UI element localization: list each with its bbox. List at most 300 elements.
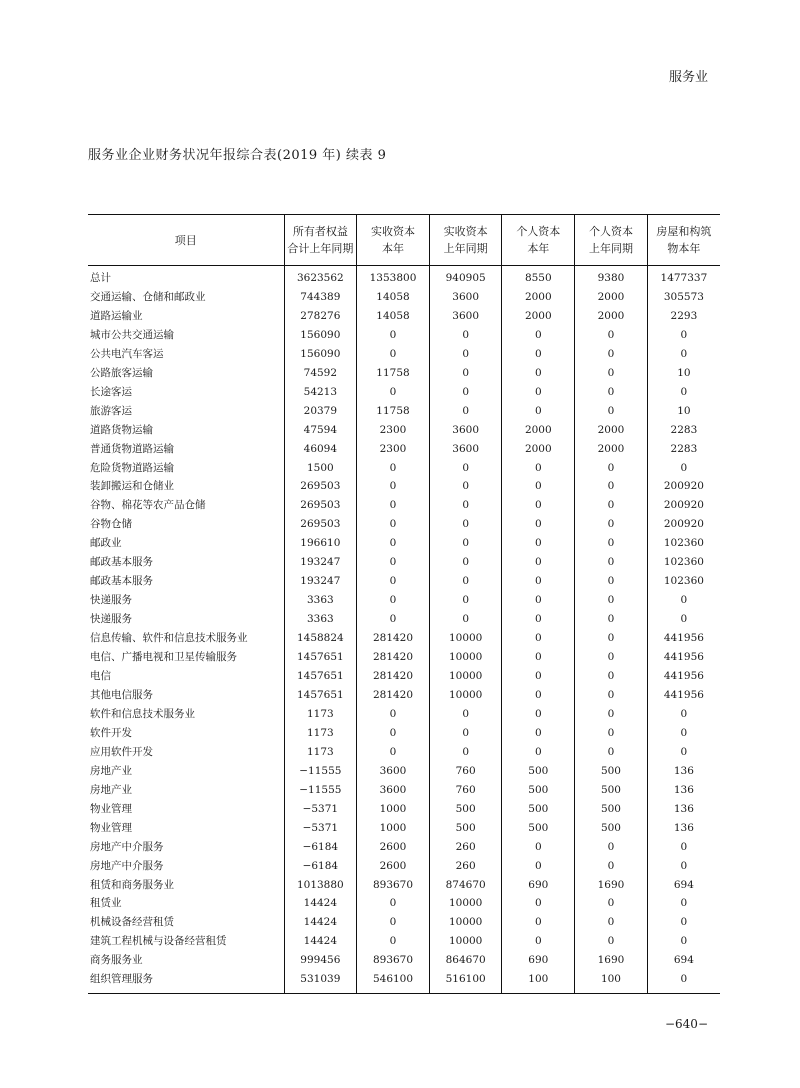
table-cell: 0 bbox=[647, 743, 720, 762]
table-cell: 0 bbox=[429, 515, 502, 534]
table-cell: −11555 bbox=[284, 762, 357, 781]
table-row bbox=[88, 364, 720, 383]
table-cell: 156090 bbox=[284, 326, 357, 345]
table-row bbox=[88, 477, 720, 496]
table-row bbox=[88, 572, 720, 591]
table-cell: 500 bbox=[429, 800, 502, 819]
table-cell: 0 bbox=[502, 686, 575, 705]
column-header-paidin-current: 实收资本 本年 bbox=[357, 215, 430, 266]
table-cell: 1477337 bbox=[647, 266, 720, 288]
table-cell: 0 bbox=[575, 364, 648, 383]
row-label: 软件和信息技术服务业 bbox=[90, 707, 195, 720]
row-label: 快递服务 bbox=[90, 594, 132, 607]
table-cell: 196610 bbox=[284, 534, 357, 553]
table-row bbox=[88, 686, 720, 705]
table-cell: 0 bbox=[429, 383, 502, 402]
table-cell: 1000 bbox=[357, 800, 430, 819]
table-cell: 0 bbox=[357, 515, 430, 534]
table-cell: 0 bbox=[502, 515, 575, 534]
table-cell: 0 bbox=[575, 932, 648, 951]
table-cell: 0 bbox=[502, 383, 575, 402]
table-cell: 0 bbox=[575, 857, 648, 876]
table-cell: 10000 bbox=[429, 913, 502, 932]
table-cell: 0 bbox=[357, 572, 430, 591]
table-cell: 0 bbox=[357, 383, 430, 402]
table-cell: 690 bbox=[502, 876, 575, 895]
table-row bbox=[88, 819, 720, 838]
row-label: 物业管理 bbox=[90, 802, 132, 815]
column-header-equity-prior: 所有者权益 合计上年同期 bbox=[284, 215, 357, 266]
table-cell: 260 bbox=[429, 838, 502, 857]
row-label: 总计 bbox=[90, 272, 111, 284]
column-header-item: 项目 bbox=[88, 215, 284, 266]
table-cell: 2000 bbox=[575, 440, 648, 459]
table-row bbox=[88, 326, 720, 345]
table-cell: 441956 bbox=[647, 648, 720, 667]
table-cell: 0 bbox=[429, 705, 502, 724]
row-label: 租赁业 bbox=[90, 897, 122, 910]
table-cell: 0 bbox=[357, 477, 430, 496]
table-cell: 0 bbox=[575, 534, 648, 553]
table-cell: 874670 bbox=[429, 876, 502, 895]
table-cell: 3600 bbox=[429, 440, 502, 459]
row-label: 应用软件开发 bbox=[90, 745, 153, 758]
table-header-row bbox=[88, 215, 720, 266]
table-cell: −5371 bbox=[284, 800, 357, 819]
table-row bbox=[88, 421, 720, 440]
table-cell: 156090 bbox=[284, 345, 357, 364]
table-cell: 0 bbox=[502, 496, 575, 515]
table-cell: 260 bbox=[429, 857, 502, 876]
table-cell: 10000 bbox=[429, 686, 502, 705]
table-cell: 200920 bbox=[647, 496, 720, 515]
table-cell: 441956 bbox=[647, 629, 720, 648]
table-row bbox=[88, 838, 720, 857]
table-row bbox=[88, 629, 720, 648]
table-cell: 3600 bbox=[357, 781, 430, 800]
table-cell: 8550 bbox=[502, 266, 575, 288]
table-cell: 2300 bbox=[357, 440, 430, 459]
table-cell: 2000 bbox=[502, 440, 575, 459]
table-cell: 193247 bbox=[284, 553, 357, 572]
table-cell: 0 bbox=[429, 326, 502, 345]
table-cell: 0 bbox=[647, 383, 720, 402]
table-cell: 500 bbox=[429, 819, 502, 838]
table-cell: 546100 bbox=[357, 970, 430, 993]
row-label: 商务服务业 bbox=[90, 954, 143, 967]
table-cell: 694 bbox=[647, 876, 720, 895]
table-cell: 0 bbox=[502, 667, 575, 686]
table-cell: 893670 bbox=[357, 951, 430, 970]
table-cell: 0 bbox=[502, 591, 575, 610]
table-cell: 136 bbox=[647, 762, 720, 781]
table-cell: 0 bbox=[502, 857, 575, 876]
table-cell: 500 bbox=[502, 762, 575, 781]
table-cell: 1173 bbox=[284, 705, 357, 724]
table-cell: −6184 bbox=[284, 857, 357, 876]
table-cell: 0 bbox=[502, 572, 575, 591]
table-cell: 0 bbox=[429, 496, 502, 515]
row-label: 道路运输业 bbox=[90, 309, 143, 322]
table-cell: 10000 bbox=[429, 648, 502, 667]
table-cell: 940905 bbox=[429, 266, 502, 288]
table-cell: 0 bbox=[357, 743, 430, 762]
table-cell: 0 bbox=[429, 743, 502, 762]
table-row bbox=[88, 648, 720, 667]
table-cell: 136 bbox=[647, 800, 720, 819]
table-cell: 1173 bbox=[284, 724, 357, 743]
table-cell: 0 bbox=[575, 724, 648, 743]
row-label: 房地产中介服务 bbox=[90, 859, 164, 872]
table-cell: 0 bbox=[429, 572, 502, 591]
table-cell: 200920 bbox=[647, 477, 720, 496]
table-cell: 0 bbox=[647, 932, 720, 951]
table-cell: 0 bbox=[647, 591, 720, 610]
table-cell: 20379 bbox=[284, 402, 357, 421]
table-cell: −5371 bbox=[284, 819, 357, 838]
table-cell: 500 bbox=[502, 781, 575, 800]
row-label: 装卸搬运和仓储业 bbox=[90, 480, 174, 493]
table-cell: 14424 bbox=[284, 913, 357, 932]
table-cell: 0 bbox=[429, 610, 502, 629]
table-cell: 0 bbox=[357, 553, 430, 572]
table-cell: 500 bbox=[575, 781, 648, 800]
table-cell: 2293 bbox=[647, 307, 720, 326]
row-label: 邮政基本服务 bbox=[90, 556, 153, 569]
table-row bbox=[88, 876, 720, 895]
table-row bbox=[88, 667, 720, 686]
table-cell: 0 bbox=[575, 459, 648, 478]
table-cell: 0 bbox=[575, 477, 648, 496]
table-cell: 102360 bbox=[647, 534, 720, 553]
table-cell: 1458824 bbox=[284, 629, 357, 648]
table-cell: 11758 bbox=[357, 402, 430, 421]
table-body bbox=[88, 266, 720, 994]
table-cell: 269503 bbox=[284, 515, 357, 534]
table-cell: 3600 bbox=[429, 421, 502, 440]
table-cell: 281420 bbox=[357, 686, 430, 705]
table-cell: 0 bbox=[429, 553, 502, 572]
table-cell: 281420 bbox=[357, 667, 430, 686]
table-cell: 0 bbox=[502, 534, 575, 553]
table-cell: 0 bbox=[647, 894, 720, 913]
table-cell: 0 bbox=[647, 326, 720, 345]
column-header-buildings-current: 房屋和构筑 物本年 bbox=[647, 215, 720, 266]
table-cell: 10 bbox=[647, 364, 720, 383]
table-cell: 0 bbox=[429, 364, 502, 383]
table-cell: 2283 bbox=[647, 440, 720, 459]
table-cell: 0 bbox=[647, 345, 720, 364]
table-cell: 0 bbox=[647, 610, 720, 629]
table-row bbox=[88, 857, 720, 876]
table-cell: 0 bbox=[357, 610, 430, 629]
table-cell: 441956 bbox=[647, 667, 720, 686]
table-cell: 3363 bbox=[284, 591, 357, 610]
table-cell: 0 bbox=[357, 345, 430, 364]
column-header-personal-current: 个人资本 本年 bbox=[502, 215, 575, 266]
table-cell: 0 bbox=[575, 913, 648, 932]
table-cell: 0 bbox=[575, 326, 648, 345]
table-cell: 3600 bbox=[357, 762, 430, 781]
table-cell: 0 bbox=[575, 629, 648, 648]
table-cell: 0 bbox=[575, 515, 648, 534]
table-cell: 0 bbox=[575, 496, 648, 515]
table-cell: 500 bbox=[575, 819, 648, 838]
table-cell: 269503 bbox=[284, 496, 357, 515]
table-cell: 102360 bbox=[647, 553, 720, 572]
section-label: 服务业 bbox=[668, 70, 708, 85]
row-label: 房地产中介服务 bbox=[90, 840, 164, 853]
table-cell: 1457651 bbox=[284, 667, 357, 686]
table-cell: 0 bbox=[357, 591, 430, 610]
table-cell: 136 bbox=[647, 819, 720, 838]
table-cell: 0 bbox=[502, 402, 575, 421]
row-label: 物业管理 bbox=[90, 821, 132, 834]
table-row bbox=[88, 307, 720, 326]
table-cell: 0 bbox=[575, 894, 648, 913]
row-label: 房地产业 bbox=[90, 764, 132, 777]
table-cell: 1457651 bbox=[284, 686, 357, 705]
table-cell: 760 bbox=[429, 781, 502, 800]
table-cell: 281420 bbox=[357, 648, 430, 667]
table-cell: 0 bbox=[502, 932, 575, 951]
row-label: 城市公共交通运输 bbox=[90, 328, 174, 341]
table-cell: 10000 bbox=[429, 894, 502, 913]
table-cell: 0 bbox=[647, 913, 720, 932]
row-label: 其他电信服务 bbox=[90, 688, 153, 701]
table-cell: 278276 bbox=[284, 307, 357, 326]
table-cell: 0 bbox=[357, 496, 430, 515]
table-cell: 0 bbox=[575, 345, 648, 364]
table-row bbox=[88, 345, 720, 364]
table-cell: 3623562 bbox=[284, 266, 357, 288]
table-cell: 441956 bbox=[647, 686, 720, 705]
table-cell: 14424 bbox=[284, 932, 357, 951]
table-cell: 0 bbox=[357, 705, 430, 724]
table-cell: 0 bbox=[502, 838, 575, 857]
table-cell: 0 bbox=[429, 724, 502, 743]
table-cell: 0 bbox=[502, 345, 575, 364]
table-cell: 0 bbox=[502, 648, 575, 667]
table-cell: 500 bbox=[575, 762, 648, 781]
table-row bbox=[88, 932, 720, 951]
row-label: 公路旅客运输 bbox=[90, 366, 153, 379]
table-cell: 0 bbox=[429, 477, 502, 496]
table-cell: 1173 bbox=[284, 743, 357, 762]
table-cell: 0 bbox=[429, 534, 502, 553]
table-cell: 0 bbox=[502, 913, 575, 932]
table-cell: 516100 bbox=[429, 970, 502, 993]
row-label: 道路货物运输 bbox=[90, 423, 153, 436]
row-label: 快递服务 bbox=[90, 613, 132, 626]
row-label: 普通货物道路运输 bbox=[90, 442, 174, 455]
table-cell: 1500 bbox=[284, 459, 357, 478]
table-cell: 46094 bbox=[284, 440, 357, 459]
table-cell: 0 bbox=[357, 894, 430, 913]
table-cell: 47594 bbox=[284, 421, 357, 440]
table-cell: 0 bbox=[357, 459, 430, 478]
table-cell: 305573 bbox=[647, 288, 720, 307]
table-row bbox=[88, 591, 720, 610]
table-cell: 2600 bbox=[357, 857, 430, 876]
table-cell: 0 bbox=[575, 686, 648, 705]
table-cell: 0 bbox=[575, 383, 648, 402]
table-cell: −11555 bbox=[284, 781, 357, 800]
table-cell: 0 bbox=[357, 724, 430, 743]
table-cell: 0 bbox=[429, 591, 502, 610]
table-cell: 14058 bbox=[357, 307, 430, 326]
table-cell: 269503 bbox=[284, 477, 357, 496]
row-label: 长途客运 bbox=[90, 385, 132, 398]
table-cell: 3600 bbox=[429, 307, 502, 326]
table-cell: 2000 bbox=[575, 307, 648, 326]
table-row bbox=[88, 762, 720, 781]
table-row bbox=[88, 496, 720, 515]
table-row bbox=[88, 800, 720, 819]
row-label: 电信 bbox=[90, 670, 111, 683]
table-cell: 0 bbox=[502, 629, 575, 648]
table-cell: 0 bbox=[502, 705, 575, 724]
table-row bbox=[88, 781, 720, 800]
table-cell: 136 bbox=[647, 781, 720, 800]
row-label: 旅游客运 bbox=[90, 404, 132, 417]
row-label: 租赁和商务服务业 bbox=[90, 878, 174, 891]
table-cell: 0 bbox=[502, 894, 575, 913]
table-cell: 1690 bbox=[575, 876, 648, 895]
table-cell: 2600 bbox=[357, 838, 430, 857]
financial-table bbox=[88, 214, 720, 994]
table-cell: 744389 bbox=[284, 288, 357, 307]
table-cell: 2000 bbox=[502, 288, 575, 307]
table-title: 服务业企业财务状况年报综合表(2019 年) 续表 9 bbox=[88, 148, 387, 163]
table-cell: 999456 bbox=[284, 951, 357, 970]
table-row bbox=[88, 970, 720, 993]
table-row bbox=[88, 951, 720, 970]
row-label: 组织管理服务 bbox=[90, 973, 153, 986]
table-row bbox=[88, 440, 720, 459]
row-label: 谷物仓储 bbox=[90, 518, 132, 531]
table-cell: 500 bbox=[502, 819, 575, 838]
table-cell: 3363 bbox=[284, 610, 357, 629]
table-cell: 0 bbox=[502, 610, 575, 629]
row-label: 危险货物道路运输 bbox=[90, 461, 174, 474]
table-cell: 100 bbox=[502, 970, 575, 993]
table-cell: 1353800 bbox=[357, 266, 430, 288]
table-cell: 0 bbox=[429, 459, 502, 478]
table-cell: 690 bbox=[502, 951, 575, 970]
table-cell: 2000 bbox=[502, 307, 575, 326]
table-cell: 3600 bbox=[429, 288, 502, 307]
table-cell: 0 bbox=[575, 648, 648, 667]
table-row bbox=[88, 610, 720, 629]
table-row bbox=[88, 402, 720, 421]
row-label: 邮政基本服务 bbox=[90, 575, 153, 588]
table-cell: 11758 bbox=[357, 364, 430, 383]
table-cell: 893670 bbox=[357, 876, 430, 895]
table-row bbox=[88, 288, 720, 307]
table-cell: 0 bbox=[647, 838, 720, 857]
table-cell: 0 bbox=[357, 326, 430, 345]
table-cell: 500 bbox=[575, 800, 648, 819]
table-cell: 2000 bbox=[575, 421, 648, 440]
row-label: 信息传输、软件和信息技术服务业 bbox=[90, 632, 248, 645]
table-row bbox=[88, 743, 720, 762]
column-header-personal-prior: 个人资本 上年同期 bbox=[575, 215, 648, 266]
table-row bbox=[88, 724, 720, 743]
table-cell: 14058 bbox=[357, 288, 430, 307]
table-cell: 10000 bbox=[429, 932, 502, 951]
table-cell: 10000 bbox=[429, 667, 502, 686]
table-cell: 193247 bbox=[284, 572, 357, 591]
table-cell: 9380 bbox=[575, 266, 648, 288]
table-cell: 0 bbox=[357, 534, 430, 553]
table-row bbox=[88, 515, 720, 534]
table-cell: 0 bbox=[647, 705, 720, 724]
table-cell: 0 bbox=[502, 724, 575, 743]
table-cell: 0 bbox=[575, 838, 648, 857]
table-cell: −6184 bbox=[284, 838, 357, 857]
table-cell: 0 bbox=[647, 724, 720, 743]
table-cell: 0 bbox=[502, 459, 575, 478]
table-cell: 531039 bbox=[284, 970, 357, 993]
table-cell: 74592 bbox=[284, 364, 357, 383]
table-cell: 14424 bbox=[284, 894, 357, 913]
table-cell: 10000 bbox=[429, 629, 502, 648]
row-label: 交通运输、仓储和邮政业 bbox=[90, 290, 206, 303]
table-cell: 2000 bbox=[502, 421, 575, 440]
row-label: 谷物、棉花等农产品仓储 bbox=[90, 499, 206, 512]
row-label: 软件开发 bbox=[90, 726, 132, 739]
row-label: 邮政业 bbox=[90, 537, 122, 550]
table-cell: 1457651 bbox=[284, 648, 357, 667]
table-row bbox=[88, 705, 720, 724]
row-label: 公共电汽车客运 bbox=[90, 347, 164, 360]
table-cell: 0 bbox=[647, 970, 720, 993]
table-cell: 0 bbox=[502, 477, 575, 496]
table-cell: 2283 bbox=[647, 421, 720, 440]
table-cell: 0 bbox=[357, 913, 430, 932]
table-cell: 760 bbox=[429, 762, 502, 781]
table-cell: 0 bbox=[647, 459, 720, 478]
column-header-paidin-prior: 实收资本 上年同期 bbox=[429, 215, 502, 266]
row-label: 建筑工程机械与设备经营租赁 bbox=[90, 935, 227, 948]
table-cell: 0 bbox=[575, 610, 648, 629]
table-cell: 1690 bbox=[575, 951, 648, 970]
table-row bbox=[88, 894, 720, 913]
table-cell: 0 bbox=[429, 345, 502, 364]
table-cell: 2300 bbox=[357, 421, 430, 440]
table-cell: 1013880 bbox=[284, 876, 357, 895]
table-row bbox=[88, 459, 720, 478]
table-cell: 0 bbox=[575, 667, 648, 686]
row-label: 房地产业 bbox=[90, 783, 132, 796]
table-cell: 102360 bbox=[647, 572, 720, 591]
table-cell: 694 bbox=[647, 951, 720, 970]
table-cell: 0 bbox=[575, 743, 648, 762]
table-cell: 0 bbox=[575, 402, 648, 421]
table-cell: 1000 bbox=[357, 819, 430, 838]
table-cell: 864670 bbox=[429, 951, 502, 970]
table-cell: 0 bbox=[357, 932, 430, 951]
table-cell: 0 bbox=[575, 572, 648, 591]
table-row bbox=[88, 913, 720, 932]
table-cell: 100 bbox=[575, 970, 648, 993]
table-cell: 200920 bbox=[647, 515, 720, 534]
row-label: 电信、广播电视和卫星传输服务 bbox=[90, 651, 237, 664]
table-row bbox=[88, 553, 720, 572]
table-row bbox=[88, 383, 720, 402]
row-label: 机械设备经营租赁 bbox=[90, 916, 174, 929]
